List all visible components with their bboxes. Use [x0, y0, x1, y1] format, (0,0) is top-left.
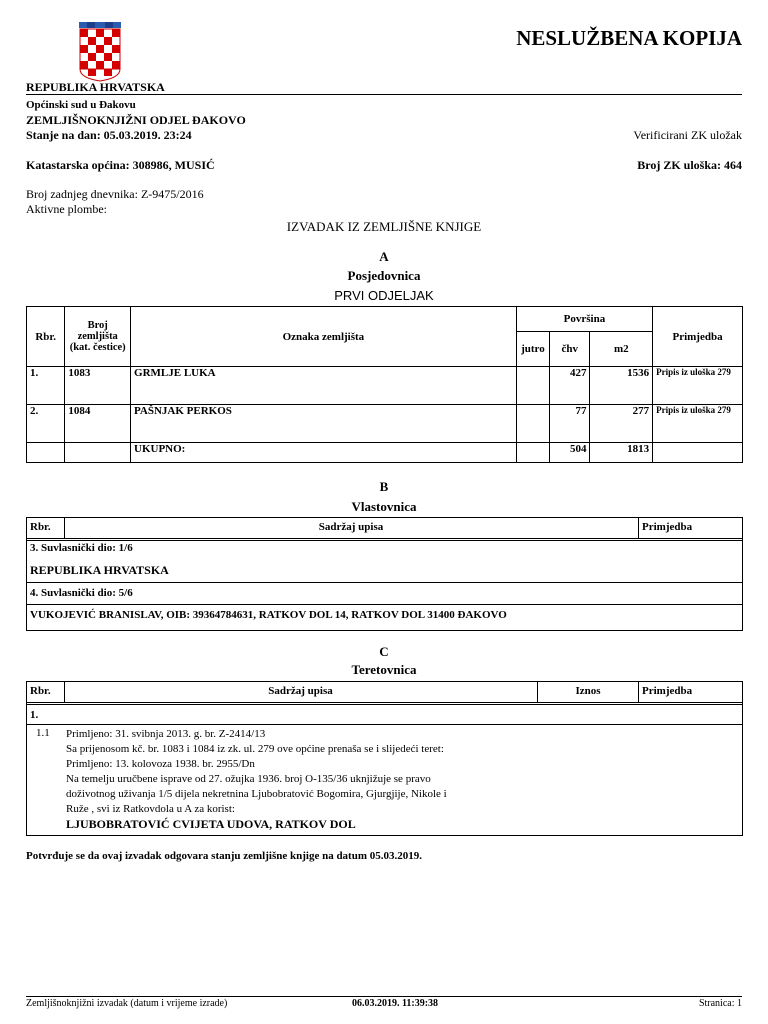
col-rbr: Rbr. — [30, 685, 51, 697]
row-chv: 77 — [550, 405, 590, 443]
entry-text — [66, 727, 566, 817]
col-remark: Primjedba — [653, 307, 743, 367]
active-seals: Aktivne plombe: — [26, 202, 107, 216]
republic-label: REPUBLIKA HRVATSKA — [26, 80, 165, 94]
col-rbr: Rbr. — [27, 307, 65, 367]
col-amount: Iznos — [575, 685, 601, 697]
section-a-name: Posjedovnica — [347, 268, 421, 283]
total-chv: 504 — [550, 443, 590, 463]
header-divider — [26, 94, 742, 95]
encumbrance-table — [26, 681, 743, 836]
row-chv: 427 — [550, 367, 590, 405]
sub-entry-number: 1.1 — [36, 727, 50, 739]
footer-page: Stranica: 1 — [698, 998, 742, 1009]
row-jutro — [516, 367, 549, 405]
owner-1: REPUBLIKA HRVATSKA — [30, 563, 169, 577]
possession-table — [26, 306, 743, 463]
col-remark: Primjedba — [642, 685, 693, 697]
confirmation-text: Potvrđuje se da ovaj izvadak odgovara stanju zemljišne knjige na datum 05.03.2019. — [26, 850, 423, 862]
col-m2: m2 — [590, 332, 653, 367]
footer-timestamp: 06.03.2019. 11:39:38 — [351, 998, 439, 1009]
entry-number: 1. — [30, 709, 39, 721]
zk-number: Broj ZK uloška: 464 — [637, 158, 742, 172]
col-land-designation: Oznaka zemljišta — [131, 307, 517, 367]
document-title: IZVADAK IZ ZEMLJIŠNE KNJIGE — [286, 219, 482, 234]
entry-line: Na temelju uručbene isprave od 27. ožujka 1936. broj O-135/36 uknjižuje se pravo — [66, 773, 431, 785]
col-rbr: Rbr. — [30, 521, 51, 533]
court-name: Općinski sud u Đakovu — [26, 99, 136, 111]
section-a-sub: PRVI ODJELJAK — [334, 288, 434, 303]
unofficial-copy-title: NESLUŽBENA KOPIJA — [516, 26, 742, 50]
status-date: Stanje na dan: 05.03.2019. 23:24 — [26, 128, 192, 142]
row-remark: Pripis iz uloška 279 — [653, 367, 743, 405]
section-b-name: Vlastovnica — [351, 499, 417, 514]
col-area: Površina — [516, 307, 652, 332]
share-1: 3. Suvlasnički dio: 1/6 — [30, 542, 133, 554]
entry-line: Ruže , svi iz Ratkovdola u A za korist: — [66, 803, 235, 815]
entry-line: doživotnog uživanja 1/5 dijela nekretnina Ljubobratović Bogomira, Gjurgjije, Nikole i — [66, 788, 447, 800]
share-2: 4. Suvlasnički dio: 5/6 — [30, 587, 133, 599]
row-parcel: 1084 — [65, 405, 131, 443]
section-a-letter: A — [379, 249, 389, 264]
table-row — [27, 405, 743, 443]
total-m2: 1813 — [590, 443, 653, 463]
last-diary-number: Broj zadnjeg dnevnika: Z-9475/2016 — [26, 187, 204, 201]
col-chv: čhv — [550, 332, 590, 367]
col-remark: Primjedba — [642, 521, 693, 533]
section-c-name: Teretovnica — [351, 662, 417, 677]
row-jutro — [516, 405, 549, 443]
row-designation: PAŠNJAK PERKOS — [131, 405, 517, 443]
total-label: UKUPNO: — [131, 443, 517, 463]
row-parcel: 1083 — [65, 367, 131, 405]
col-content: Sadržaj upisa — [318, 521, 384, 533]
row-rbr: 2. — [27, 405, 65, 443]
section-c-letter: C — [379, 644, 389, 659]
table-row — [27, 367, 743, 405]
coat-of-arms — [77, 22, 123, 82]
section-b-letter: B — [379, 479, 389, 494]
beneficiary: LJUBOBRATOVIĆ CVIJETA UDOVA, RATKOV DOL — [66, 817, 356, 831]
department-name: ZEMLJIŠNOKNJIŽNI ODJEL ĐAKOVO — [26, 113, 246, 127]
ownership-table — [26, 517, 743, 631]
row-remark: Pripis iz uloška 279 — [653, 405, 743, 443]
col-parcel-number: Broj zemljišta (kat. čestice) — [65, 307, 131, 367]
entry-line: Primljeno: 13. kolovoza 1938. br. 2955/Dn — [66, 758, 255, 770]
footer-left: Zemljišnoknjižni izvadak (datum i vrijeme izrade) — [26, 998, 228, 1009]
entry-line: Primljeno: 31. svibnja 2013. g. br. Z-2414/13 — [66, 728, 266, 740]
row-m2: 277 — [590, 405, 653, 443]
entry-line: Sa prijenosom kč. br. 1083 i 1084 iz zk. ul. 279 ove općine prenaša se i slijedeći teret: — [66, 743, 444, 755]
col-content: Sadržaj upisa — [268, 685, 333, 697]
col-jutro: jutro — [516, 332, 549, 367]
row-designation: GRMLJE LUKA — [131, 367, 517, 405]
row-rbr: 1. — [27, 367, 65, 405]
owner-2: VUKOJEVIĆ BRANISLAV, OIB: 39364784631, RATKOV DOL 14, RATKOV DOL 31400 ĐAKOVO — [30, 609, 507, 621]
row-m2: 1536 — [590, 367, 653, 405]
footer-divider — [26, 996, 742, 997]
cadastral-municipality: Katastarska općina: 308986, MUSIĆ — [26, 158, 215, 172]
verified-label: Verificirani ZK uložak — [633, 128, 742, 142]
total-row — [27, 443, 743, 463]
